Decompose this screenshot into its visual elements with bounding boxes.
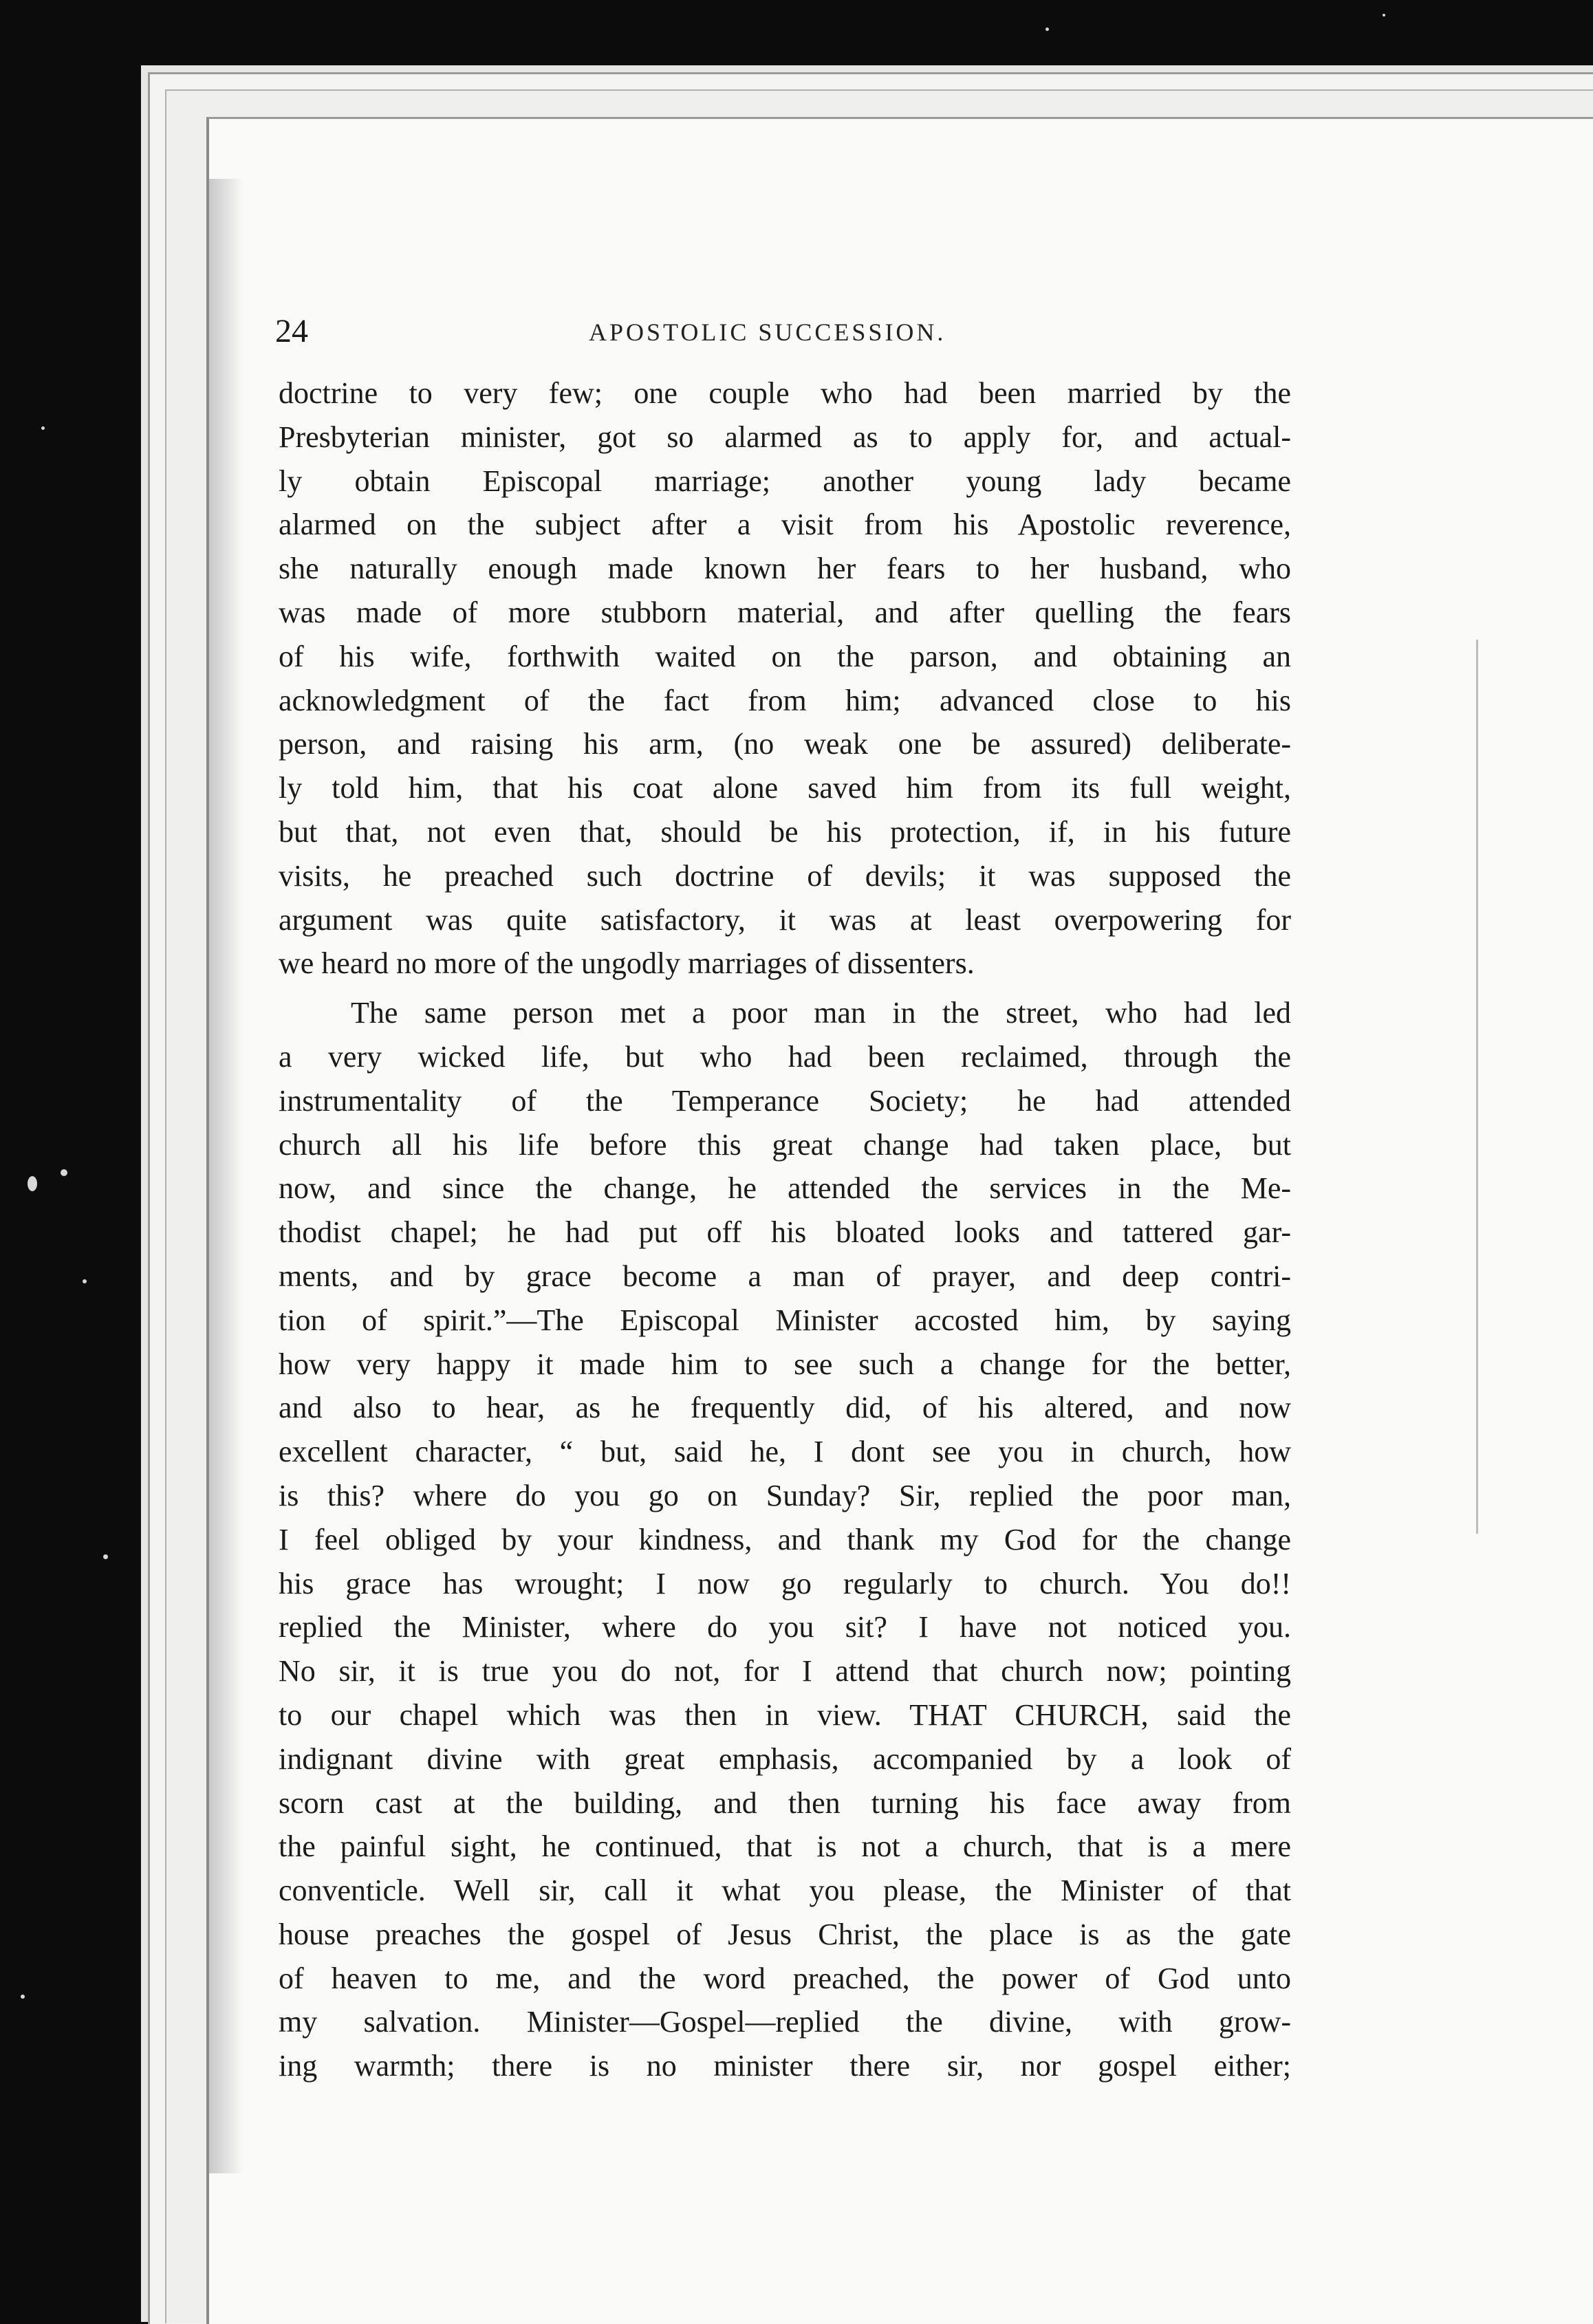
text-line: alarmed on the subject after a visit from his Apostolic reverence, [279,508,1291,542]
text-line: thodist chapel; he had put off his bloated looks and tattered gar- [279,1215,1291,1250]
scan-speck [1383,14,1385,17]
scan-speck [61,1169,67,1176]
scan-speck [83,1279,87,1283]
text-line: ments, and by grace become a man of prayer, and deep contri- [279,1259,1291,1293]
text-line: of heaven to me, and the word preached, the power of God unto [279,1961,1291,1995]
text-line: No sir, it is true you do not, for I attend that church now; pointing [279,1654,1291,1688]
running-title: APOSTOLIC SUCCESSION. [589,318,946,346]
scan-speck [103,1554,108,1559]
text-line: a very wicked life, but who had been reclaimed, through the [279,1039,1291,1074]
text-line: acknowledgment of the fact from him; advanced close to his [279,683,1291,717]
page-gutter-shadow [209,179,243,2173]
text-line: tion of spirit.”—The Episcopal Minister accosted him, by saying [279,1303,1291,1337]
text-line: was made of more stubborn material, and after quelling the fears [279,595,1291,629]
text-line: church all his life before this great change had taken place, but [279,1127,1291,1162]
text-line: now, and since the change, he attended the services in the Me- [279,1171,1291,1206]
text-line: how very happy it made him to see such a change for the better, [279,1347,1291,1381]
text-line: excellent character, “ but, said he, I dont see you in church, how [279,1435,1291,1469]
text-line: we heard no more of the ungodly marriages of dissenters. [279,946,975,981]
text-line: to our chapel which was then in view. THAT CHURCH, said the [279,1697,1291,1732]
body-text [279,371,1291,2088]
margin-rule [1476,640,1478,1534]
text-line: and also to hear, as he frequently did, of his altered, and now [279,1391,1291,1425]
page-number: 24 [275,313,308,349]
text-line: ly told him, that his coat alone saved him from its full weight, [279,771,1291,805]
paragraph-gap [279,986,1291,991]
scan-speck [21,1995,25,1999]
paragraph [279,371,1291,986]
text-line: but that, not even that, should be his protection, if, in his future [279,814,1291,849]
text-line: person, and raising his arm, (no weak one be assured) deliberate- [279,727,1291,761]
text-line: ly obtain Episcopal marriage; another young lady became [279,464,1291,498]
text-line: I feel obliged by your kindness, and thank my God for the change [279,1522,1291,1556]
text-line: his grace has wrought; I now go regularly to church. You do!! [279,1566,1291,1600]
scan-speck [1045,28,1049,31]
text-line: doctrine to very few; one couple who had been married by the [279,376,1291,410]
scan-speck [41,426,45,430]
text-line: instrumentality of the Temperance Society; he had attended [279,1083,1291,1118]
text-line: my salvation. Minister—Gospel—replied the divine, with grow- [279,2005,1291,2039]
text-line: indignant divine with great emphasis, accompanied by a look of [279,1741,1291,1776]
paragraph [279,991,1291,2088]
text-line: argument was quite satisfactory, it was at least overpowering for [279,902,1291,937]
text-line: replied the Minister, where do you sit? I have not noticed you. [279,1610,1291,1644]
text-line: house preaches the gospel of Jesus Christ, the place is as the gate [279,1917,1291,1951]
text-line: Presbyterian minister, got so alarmed as to apply for, and actual- [279,420,1291,454]
text-line: she naturally enough made known her fears to her husband, who [279,552,1291,586]
text-line: of his wife, forthwith waited on the parson, and obtaining an [279,639,1291,673]
scan-speck [28,1176,37,1191]
page-header [275,311,1307,352]
text-line: scorn cast at the building, and then turning his face away from [279,1785,1291,1820]
text-line: the painful sight, he continued, that is not a church, that is a mere [279,1829,1291,1864]
text-line: ing warmth; there is no minister there sir, nor gospel either; [279,2049,1291,2083]
text-line: The same person met a poor man in the street, who had led [351,996,1291,1030]
text-line: conventicle. Well sir, call it what you please, the Minister of that [279,1874,1291,1908]
text-line: is this? where do you go on Sunday? Sir, replied the poor man, [279,1478,1291,1512]
text-line: visits, he preached such doctrine of devils; it was supposed the [279,858,1291,893]
